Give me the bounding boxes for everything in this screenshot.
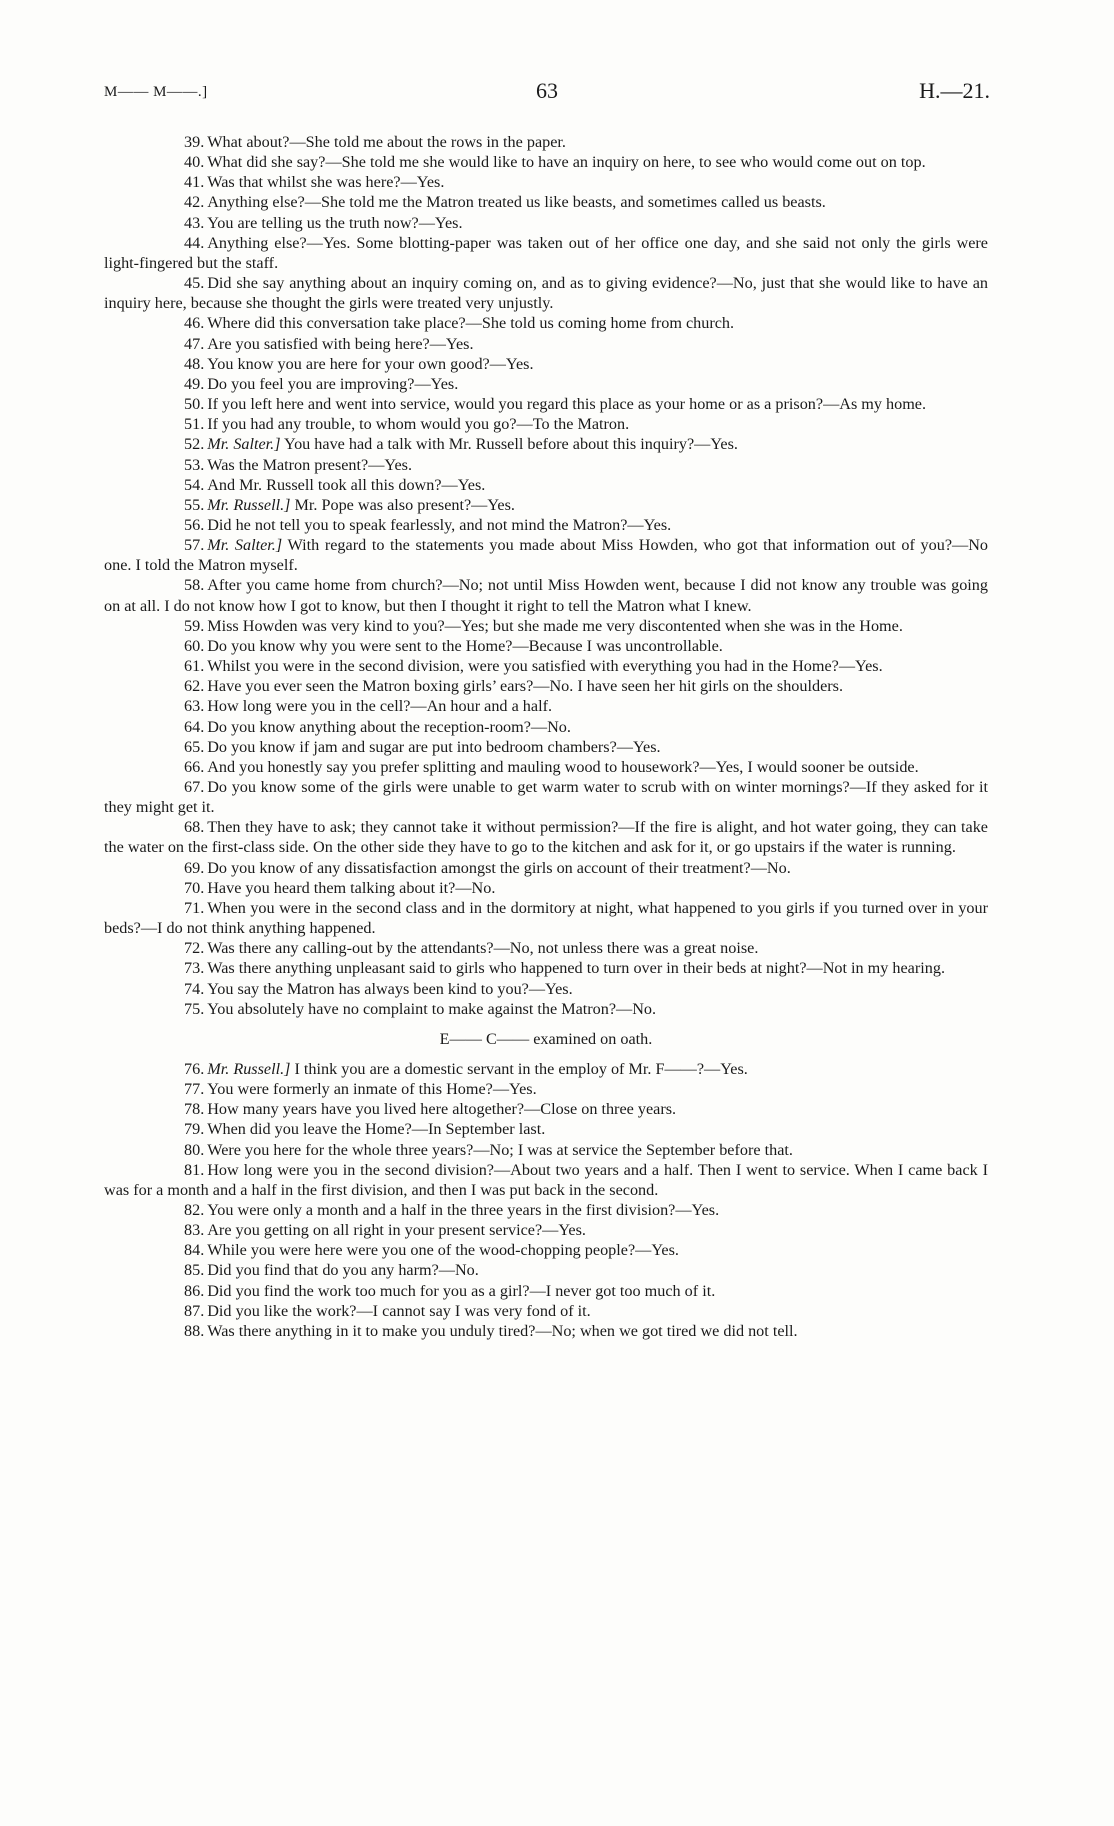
question-text: Are you getting on all right in your present service?—Yes.	[207, 1221, 586, 1240]
question-text: How long were you in the second division?—About two years and a half. Then I went to service. When I came back I was for a month and a half in the first division, and then I was put back in the second.	[104, 1160, 988, 1199]
question-number: 49.	[184, 374, 205, 393]
question-number: 77.	[184, 1080, 205, 1099]
question-text: Did she say anything about an inquiry coming on, and as to giving evidence?—No, just that she would like to have an inquiry here, because she thought the girls were treated very unjustly.	[104, 274, 988, 313]
speaker-label: Mr. Salter.]	[207, 435, 281, 454]
question-number: 78.	[184, 1100, 205, 1119]
question-paragraph	[104, 132, 988, 152]
question-number: 75.	[184, 999, 205, 1018]
question-paragraph	[104, 334, 988, 354]
question-text: Whilst you were in the second division, were you satisfied with everything you had in the Home?—Yes.	[207, 657, 883, 676]
question-paragraph	[104, 696, 988, 716]
question-paragraph	[104, 233, 988, 273]
question-number: 74.	[184, 979, 205, 998]
question-paragraph	[104, 434, 988, 454]
question-text: What did she say?—She told me she would like to have an inquiry on here, to see who would come out on top.	[207, 153, 926, 172]
question-paragraph	[104, 858, 988, 878]
document-reference: H.—21.	[919, 78, 990, 103]
question-number: 60.	[184, 636, 205, 655]
speaker-label: Mr. Russell.]	[207, 495, 291, 514]
question-text: Are you satisfied with being here?—Yes.	[207, 334, 474, 353]
question-text: Do you know why you were sent to the Home?—Because I was uncontrollable.	[207, 636, 723, 655]
question-paragraph	[104, 1119, 988, 1139]
header-witness-initials: M—— M——.]	[104, 84, 208, 100]
question-text: Have you ever seen the Matron boxing girls’ ears?—No. I have seen her hit girls on the shoulders.	[207, 677, 844, 696]
question-number: 41.	[184, 173, 205, 192]
question-number: 76.	[184, 1059, 205, 1078]
question-number: 67.	[184, 778, 205, 796]
page-header	[104, 78, 990, 108]
question-text: Was the Matron present?—Yes.	[207, 455, 412, 474]
question-paragraph	[104, 213, 988, 233]
question-paragraph	[104, 676, 988, 696]
question-text: You know you are here for your own good?—Yes.	[207, 354, 534, 373]
question-text: Did you like the work?—I cannot say I was very fond of it.	[207, 1301, 591, 1320]
question-paragraph	[104, 817, 988, 857]
question-text: You are telling us the truth now?—Yes.	[207, 213, 463, 232]
question-text: While you were here were you one of the wood-chopping people?—Yes.	[207, 1241, 679, 1260]
question-paragraph	[104, 374, 988, 394]
question-paragraph	[104, 1321, 988, 1341]
question-text: If you had any trouble, to whom would you go?—To the Matron.	[207, 415, 630, 434]
question-paragraph	[104, 535, 988, 575]
question-number: 59.	[184, 616, 205, 635]
question-text: Was there anything in it to make you unduly tired?—No; when we got tired we did not tell.	[207, 1321, 798, 1340]
question-number: 69.	[184, 858, 205, 877]
question-number: 83.	[184, 1221, 205, 1240]
question-number: 51.	[184, 415, 205, 434]
question-text: Did you find the work too much for you as a girl?—I never got too much of it.	[207, 1281, 716, 1300]
question-text: Did he not tell you to speak fearlessly, and not mind the Matron?—Yes.	[207, 515, 672, 534]
question-number: 72.	[184, 939, 205, 958]
section-heading: E—— C—— examined on oath.	[439, 1029, 653, 1048]
question-text: Mr. Pope was also present?—Yes.	[294, 495, 515, 514]
question-paragraph	[104, 455, 988, 475]
question-paragraph	[104, 1281, 988, 1301]
question-text: And Mr. Russell took all this down?—Yes.	[207, 475, 486, 494]
question-paragraph	[104, 1079, 988, 1099]
question-number: 39.	[184, 133, 205, 151]
question-number: 71.	[184, 898, 205, 917]
question-text: How long were you in the cell?—An hour and a half.	[207, 697, 553, 716]
question-text: Were you here for the whole three years?—No; I was at service the September before that.	[207, 1140, 793, 1159]
question-paragraph	[104, 414, 988, 434]
question-paragraph	[104, 495, 988, 515]
question-paragraph	[104, 878, 988, 898]
question-paragraph	[104, 394, 988, 414]
question-text: Anything else?—Yes. Some blotting-paper was taken out of her office one day, and she said not only the girls were light-fingered but the staff.	[104, 233, 988, 272]
question-text: Have you heard them talking about it?—No.	[207, 878, 496, 897]
question-number: 61.	[184, 657, 205, 676]
document-body	[104, 132, 988, 1341]
question-text: Where did this conversation take place?—She told us coming home from church.	[207, 314, 735, 333]
question-number: 66.	[184, 757, 205, 776]
question-paragraph	[104, 616, 988, 636]
question-number: 47.	[184, 334, 205, 353]
question-number: 50.	[184, 395, 205, 414]
question-text: Then they have to ask; they cannot take it without permission?—If the fire is alight, and hot water going, they can take the water on the first-class side. On the other side they have to go to the kitchen and ask for it, or go upstairs if the water is running.	[104, 818, 988, 857]
question-number: 64.	[184, 717, 205, 736]
question-paragraph	[104, 1240, 988, 1260]
question-paragraph	[104, 1059, 988, 1079]
question-number: 56.	[184, 515, 205, 534]
question-text: If you left here and went into service, would you regard this place as your home or as a prison?—As my home.	[207, 395, 927, 414]
question-text: What about?—She told me about the rows in the paper.	[207, 133, 566, 151]
question-text: How many years have you lived here altogether?—Close on three years.	[207, 1100, 677, 1119]
question-text: Anything else?—She told me the Matron treated us like beasts, and sometimes called us beasts.	[207, 193, 826, 212]
question-paragraph	[104, 1220, 988, 1240]
question-paragraph	[104, 1099, 988, 1119]
question-paragraph	[104, 152, 988, 172]
question-text: With regard to the statements you made about Miss Howden, who got that information out of you?—No one. I told the Matron myself.	[104, 536, 988, 575]
question-number: 87.	[184, 1301, 205, 1320]
question-paragraph	[104, 737, 988, 757]
question-text: You absolutely have no complaint to make against the Matron?—No.	[207, 999, 657, 1018]
question-paragraph	[104, 777, 988, 817]
question-number: 80.	[184, 1140, 205, 1159]
question-paragraph	[104, 1301, 988, 1321]
question-paragraph	[104, 1160, 988, 1200]
question-text: Was there any calling-out by the attendants?—No, not unless there was a great noise.	[207, 939, 759, 958]
question-text: Do you feel you are improving?—Yes.	[207, 374, 459, 393]
question-paragraph	[104, 938, 988, 958]
question-number: 46.	[184, 314, 205, 333]
question-text: You were only a month and a half in the three years in the first division?—Yes.	[207, 1200, 720, 1219]
question-number: 88.	[184, 1321, 205, 1340]
question-paragraph	[104, 898, 988, 938]
question-text: Was that whilst she was here?—Yes.	[207, 173, 445, 192]
question-paragraph	[104, 575, 988, 615]
questions-part-1	[104, 132, 988, 1019]
question-text: You say the Matron has always been kind to you?—Yes.	[207, 979, 573, 998]
question-text: When you were in the second class and in the dormitory at night, what happened to you girls if you turned over in your beds?—I do not think anything happened.	[104, 898, 988, 938]
question-number: 42.	[184, 193, 205, 212]
question-text: You have had a talk with Mr. Russell before about this inquiry?—Yes.	[284, 435, 738, 454]
question-number: 43.	[184, 213, 205, 232]
question-number: 54.	[184, 475, 205, 494]
question-number: 63.	[184, 697, 205, 716]
question-text: You were formerly an inmate of this Home?—Yes.	[207, 1080, 537, 1099]
question-number: 44.	[184, 233, 205, 252]
question-paragraph	[104, 636, 988, 656]
question-text: Do you know if jam and sugar are put into bedroom chambers?—Yes.	[207, 737, 661, 756]
question-number: 70.	[184, 878, 205, 897]
question-text: And you honestly say you prefer splitting and mauling wood to housework?—Yes, I would sooner be outside.	[207, 757, 919, 776]
question-paragraph	[104, 656, 988, 676]
question-number: 57.	[184, 536, 205, 555]
question-text: Miss Howden was very kind to you?—Yes; but she made me very discontented when she was in the Home.	[207, 616, 903, 635]
question-number: 40.	[184, 153, 205, 172]
question-paragraph	[104, 313, 988, 333]
question-number: 48.	[184, 354, 205, 373]
question-number: 82.	[184, 1200, 205, 1219]
question-number: 68.	[184, 818, 205, 837]
question-paragraph	[104, 1140, 988, 1160]
question-text: I think you are a domestic servant in the employ of Mr. F——?—Yes.	[294, 1059, 748, 1078]
question-text: After you came home from church?—No; not until Miss Howden went, because I did not know any trouble was going on at all. I do not know how I got to know, but then I thought it right to tell the Matron what I knew.	[104, 576, 988, 615]
question-paragraph	[104, 475, 988, 495]
question-number: 73.	[184, 959, 205, 978]
question-number: 85.	[184, 1261, 205, 1280]
questions-part-2	[104, 1059, 988, 1341]
question-text: Do you know of any dissatisfaction amongst the girls on account of their treatment?—No.	[207, 858, 791, 877]
question-text: Do you know some of the girls were unable to get warm water to scrub with on winter mornings?—If they asked for it they might get it.	[104, 778, 988, 817]
question-text: Was there anything unpleasant said to girls who happened to turn over in their beds at night?—Not in my hearing.	[207, 959, 945, 978]
question-text: Do you know anything about the reception-room?—No.	[207, 717, 571, 736]
page-number: 63	[536, 78, 558, 103]
question-paragraph	[104, 273, 988, 313]
speaker-label: Mr. Russell.]	[207, 1059, 291, 1078]
question-paragraph	[104, 354, 988, 374]
question-paragraph	[104, 979, 988, 999]
question-number: 52.	[184, 435, 205, 454]
question-number: 84.	[184, 1241, 205, 1260]
question-number: 79.	[184, 1120, 205, 1139]
question-number: 58.	[184, 576, 205, 595]
speaker-label: Mr. Salter.]	[207, 536, 283, 555]
question-number: 86.	[184, 1281, 205, 1300]
question-paragraph	[104, 1260, 988, 1280]
question-text: When did you leave the Home?—In September last.	[207, 1120, 546, 1139]
question-number: 55.	[184, 495, 205, 514]
question-number: 53.	[184, 455, 205, 474]
question-text: Did you find that do you any harm?—No.	[207, 1261, 479, 1280]
question-paragraph	[104, 999, 988, 1019]
question-paragraph	[104, 172, 988, 192]
question-paragraph	[104, 958, 988, 978]
question-number: 62.	[184, 677, 205, 696]
question-number: 65.	[184, 737, 205, 756]
question-number: 81.	[184, 1160, 205, 1179]
question-paragraph	[104, 192, 988, 212]
question-number: 45.	[184, 274, 205, 293]
question-paragraph	[104, 1200, 988, 1220]
question-paragraph	[104, 515, 988, 535]
question-paragraph	[104, 757, 988, 777]
question-paragraph	[104, 717, 988, 737]
